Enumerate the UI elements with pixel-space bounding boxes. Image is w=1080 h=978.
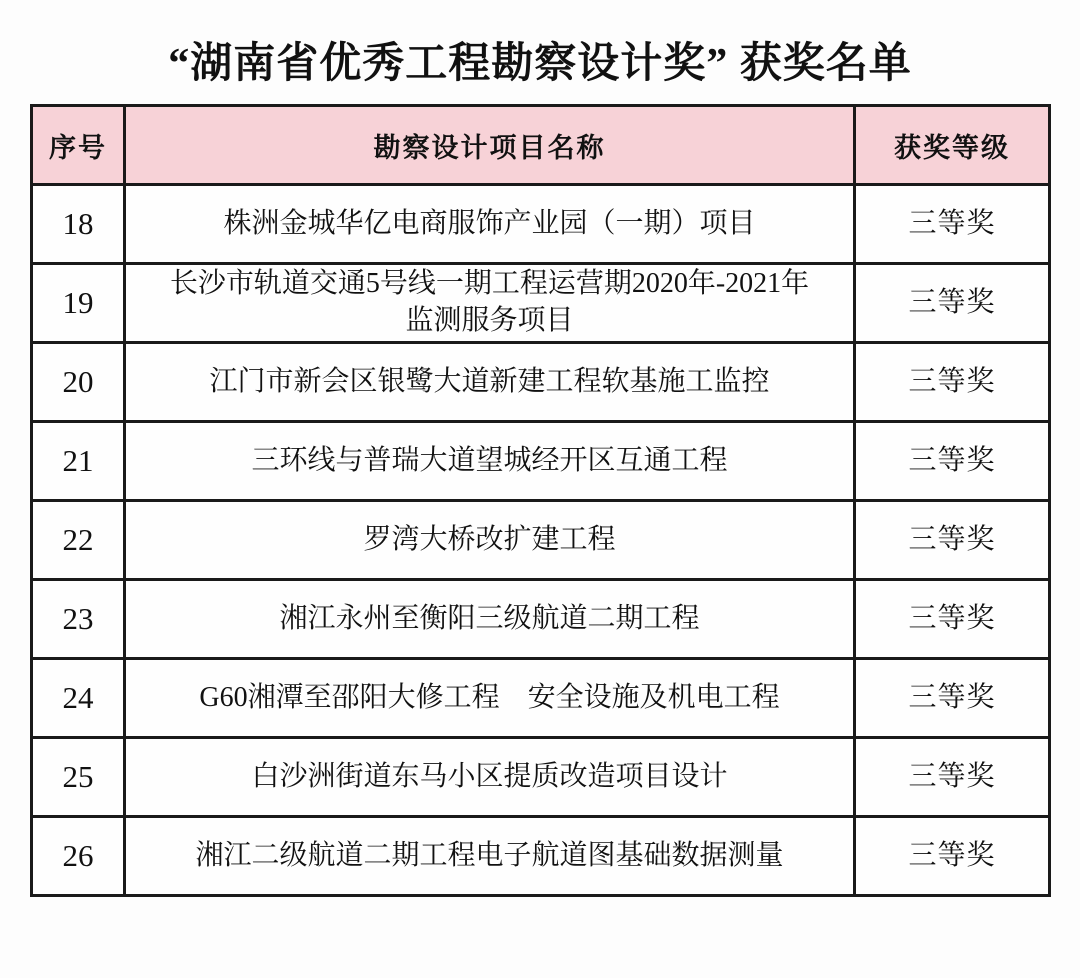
table-row bbox=[32, 817, 1050, 896]
award-level-cell: 三等奖 bbox=[855, 501, 1050, 580]
table-row bbox=[32, 659, 1050, 738]
row-number-cell: 18 bbox=[32, 185, 125, 264]
column-header-number: 序号 bbox=[32, 106, 125, 185]
table-row bbox=[32, 501, 1050, 580]
award-table-body bbox=[32, 185, 1050, 896]
project-name-cell: 湘江二级航道二期工程电子航道图基础数据测量 bbox=[125, 817, 855, 896]
project-name-cell: G60湘潭至邵阳大修工程 安全设施及机电工程 bbox=[125, 659, 855, 738]
row-number-cell: 19 bbox=[32, 264, 125, 343]
row-number-cell: 24 bbox=[32, 659, 125, 738]
award-level-cell: 三等奖 bbox=[855, 422, 1050, 501]
column-header-award-level: 获奖等级 bbox=[855, 106, 1050, 185]
row-number-cell: 20 bbox=[32, 343, 125, 422]
award-level-cell: 三等奖 bbox=[855, 817, 1050, 896]
award-level-cell: 三等奖 bbox=[855, 659, 1050, 738]
table-row bbox=[32, 422, 1050, 501]
project-name-cell: 长沙市轨道交通5号线一期工程运营期2020年-2021年监测服务项目 bbox=[125, 264, 855, 343]
row-number-cell: 23 bbox=[32, 580, 125, 659]
column-header-project-name: 勘察设计项目名称 bbox=[125, 106, 855, 185]
table-row bbox=[32, 343, 1050, 422]
header-row bbox=[32, 106, 1050, 185]
award-level-cell: 三等奖 bbox=[855, 738, 1050, 817]
award-level-cell: 三等奖 bbox=[855, 343, 1050, 422]
table-row bbox=[32, 264, 1050, 343]
row-number-cell: 26 bbox=[32, 817, 125, 896]
row-number-cell: 21 bbox=[32, 422, 125, 501]
award-table-header bbox=[32, 106, 1050, 185]
project-name-cell: 江门市新会区银鹭大道新建工程软基施工监控 bbox=[125, 343, 855, 422]
project-name-cell: 三环线与普瑞大道望城经开区互通工程 bbox=[125, 422, 855, 501]
page-title: “湖南省优秀工程勘察设计奖” 获奖名单 bbox=[168, 41, 912, 87]
award-level-cell: 三等奖 bbox=[855, 264, 1050, 343]
award-table bbox=[30, 104, 1051, 897]
project-name-cell: 株洲金城华亿电商服饰产业园（一期）项目 bbox=[125, 185, 855, 264]
award-level-cell: 三等奖 bbox=[855, 185, 1050, 264]
project-name-cell: 白沙洲街道东马小区提质改造项目设计 bbox=[125, 738, 855, 817]
table-row bbox=[32, 580, 1050, 659]
project-name-cell: 湘江永州至衡阳三级航道二期工程 bbox=[125, 580, 855, 659]
row-number-cell: 22 bbox=[32, 501, 125, 580]
table-row bbox=[32, 738, 1050, 817]
award-level-cell: 三等奖 bbox=[855, 580, 1050, 659]
table-row bbox=[32, 185, 1050, 264]
project-name-cell: 罗湾大桥改扩建工程 bbox=[125, 501, 855, 580]
row-number-cell: 25 bbox=[32, 738, 125, 817]
